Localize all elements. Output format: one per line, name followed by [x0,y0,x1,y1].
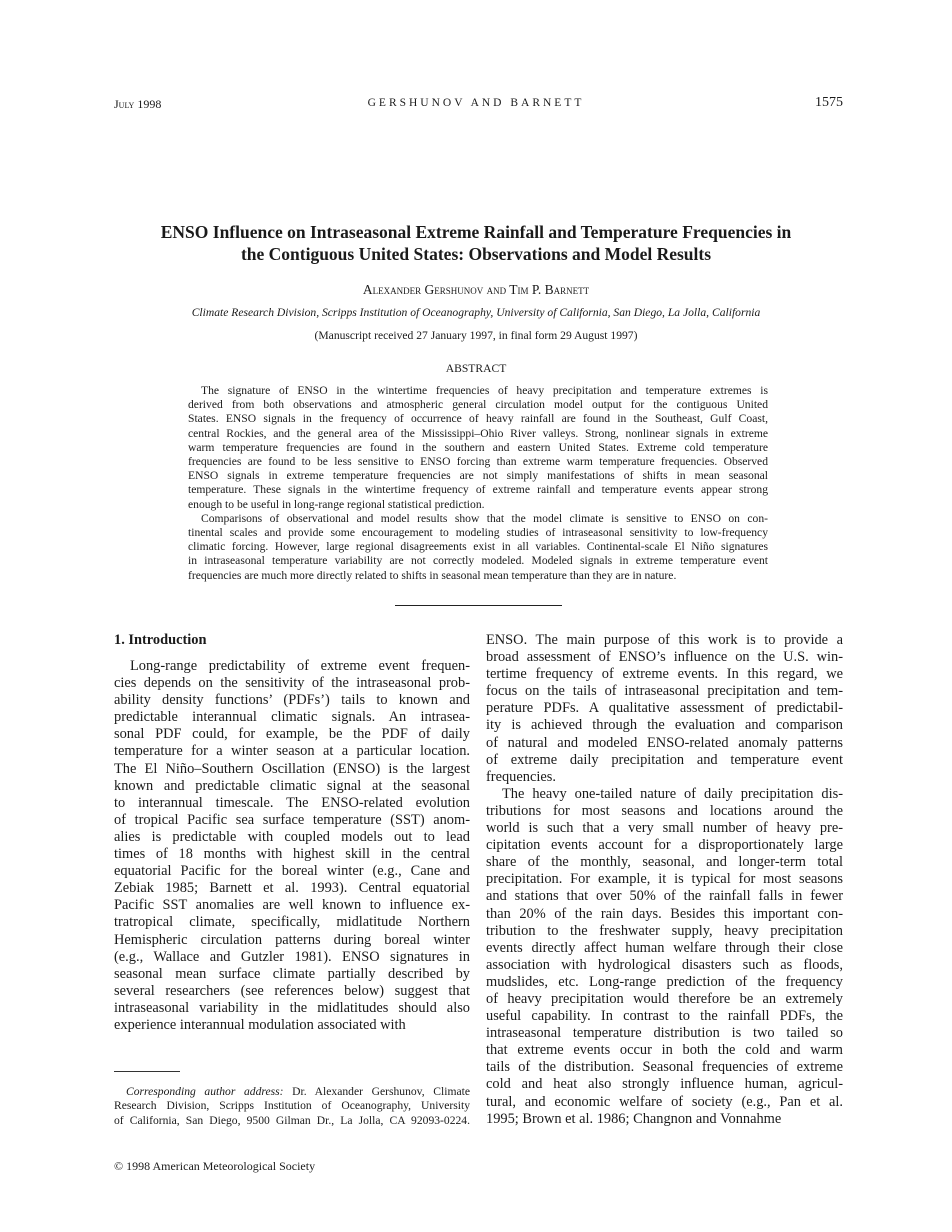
text-line: temperature. These signals in the wintertime frequency of extreme rainfall and temperature events appear strong [188,483,768,497]
text-line: events directly affect human welfare through their close [486,939,843,956]
left-column [114,658,470,1034]
text-line: cipitation events account for a disproportionately large [486,837,843,854]
running-title: GERSHUNOV AND BARNETT [367,97,585,109]
section-divider [395,605,562,606]
text-line: of heavy precipitation would therefore be an extremely [486,990,843,1007]
footnote-line: Research Division, Scripps Institution of Oceanography, University [114,1099,470,1113]
text-line: States. ENSO signals in the frequency of occurrence of heavy rainfall are found in the Southeast, Gulf Coast, [188,412,768,426]
header-year: 1998 [137,97,162,111]
abstract [188,384,768,583]
text-line: tributions for most seasons and locations around the [486,802,843,819]
authors: Alexander Gershunov and Tim P. Barnett [362,282,590,297]
text-line: of extreme daily precipitation and temperature event [486,751,843,768]
footnote-line [114,1085,470,1099]
text-line: mudslides, etc. Long-range prediction of the frequency [486,973,843,990]
text-line: precipitation. For example, it is typical for most seasons [486,871,843,888]
text-line: tinental scales and provide some encouragement to modeling studies of intraseasonal sensitivity to low-frequency [188,526,768,540]
text-line: broad assessment of ENSO’s influence on the U.S. win- [486,649,843,666]
text-line: times of 18 months with highest skill in the central [114,846,470,863]
text-line: ability density functions’ (PDFs’) tails to known and [114,692,470,709]
section-heading: 1. Introduction [114,632,207,648]
text-line: Long-range predictability of extreme event frequen- [130,658,470,674]
text-line: (e.g., Wallace and Gutzler 1981). ENSO signatures in [114,948,470,965]
text-line: known and predictable climatic signal at the seasonal [114,777,470,794]
text-line: alies is predictable with coupled models out to lead [114,828,470,845]
footnote-line: of California, San Diego, 9500 Gilman Dr., La Jolla, CA 92093-0224. [114,1113,470,1127]
text-line: and stations that over 50% of the rainfall falls in fewer [486,888,843,905]
right-column [486,632,843,1128]
footnote-label: Corresponding author address: [126,1085,284,1098]
text-line: Zebiak 1985; Barnett et al. 1993). Central equatorial [114,880,470,897]
text-line: of natural and modeled ENSO-related anomaly patterns [486,734,843,751]
text-line: tural, and economic welfare of society (e.g., Pan et al. [486,1093,843,1110]
text-line: cold and heat also strongly influence human, agricul- [486,1076,843,1093]
text-line: ENSO. The main purpose of this work is to provide a [486,632,843,648]
text-line: ENSO signals in extreme temperature frequencies are not simply manifestations of shifts in mean seasonal [188,469,768,483]
footnote-text: Dr. Alexander Gershunov, Climate [283,1085,470,1098]
text-line: tertime frequency of extreme events. In this regard, we [486,666,843,683]
footnote [114,1085,470,1128]
text-line: focus on the tails of intraseasonal precipitation and tem- [486,683,843,700]
text-line: temperature for a winter season at a particular location. [114,743,470,760]
text-line: central Rockies, and the general area of the Mississippi–Ohio River valleys. Strong, nonlinear signals in extreme [188,426,768,440]
footnote-rule [114,1071,180,1072]
text-line: tratropical climate, specifically, midlatitude Northern [114,914,470,931]
text-line: 1995; Brown et al. 1986; Changnon and Vonnahme [486,1110,782,1127]
text-line: climatic forcing. However, large regional disagreements exist in all variables. Continental-scale El Niño signatures [188,540,768,554]
text-line: tribution to the freshwater supply, heavy precipitation [486,922,843,939]
copyright: © 1998 American Meteorological Society [114,1159,316,1173]
manuscript-dates: (Manuscript received 27 January 1997, in final form 29 August 1997) [314,329,638,342]
text-line: enough to be useful in long-range regional statistical prediction. [188,497,485,511]
text-line: of tropical Pacific sea surface temperature (SST) anom- [114,811,470,828]
affiliation: Climate Research Division, Scripps Institution of Oceanography, University of California, San Diego, La Jolla, California [191,306,761,319]
text-line: perature PDFs. A qualitative assessment of predictabil- [486,700,843,717]
text-line: sonal PDF could, for example, be the PDF of daily [114,726,470,743]
page-number: 1575 [815,95,843,110]
text-line: Hemispheric circulation patterns during boreal winter [114,931,470,948]
paper-title [0,221,952,265]
text-line: in intraseasonal temperature variability are not correctly modeled. Modeled signals in extreme temperature event [188,554,768,568]
text-line: frequencies are much more directly related to shifts in seasonal mean temperature than they are in nature. [188,568,677,582]
text-line: than 20% of the rain days. Besides this important con- [486,905,843,922]
text-line: useful capability. In contrast to the rainfall PDFs, the [486,1008,843,1025]
text-line: frequencies. [486,768,556,785]
abstract-heading: ABSTRACT [445,362,507,375]
header-month: July [114,97,135,111]
title-line: ENSO Influence on Intraseasonal Extreme Rainfall and Temperature Frequencies in [160,222,792,242]
text-line: several researchers (see references below) suggest that [114,982,470,999]
text-line: seasonal mean surface climate partially described by [114,965,470,982]
text-line: equatorial Pacific for the boreal winter (e.g., Cane and [114,863,470,880]
text-line: warm temperature frequencies are found in the southern and eastern United States. Extreme cold temperature [188,440,768,454]
text-line: tails of the distribution. Seasonal frequencies of extreme [486,1059,843,1076]
text-line: experience interannual modulation associated with [114,1016,406,1033]
text-line: to interannual timescale. The ENSO-related evolution [114,794,470,811]
text-line: intraseasonal temperature distribution is two tailed so [486,1025,843,1042]
title-line: the Contiguous United States: Observations and Model Results [240,244,712,264]
text-line: The heavy one-tailed nature of daily precipitation dis- [502,785,843,802]
text-line: derived from both observations and atmospheric general circulation model output for the contiguous United [188,398,768,412]
text-line: cies depends on the sensitivity of the intraseasonal prob- [114,675,470,692]
text-line: frequencies are found to be less sensitive to ENSO forcing than extreme warm temperature frequencies. Observed [188,455,768,469]
text-line: predictable interannual climatic signals. An intrasea- [114,709,470,726]
text-line: intraseasonal variability in the midlatitudes should also [114,999,470,1016]
text-line: that extreme events occur in both the cold and warm [486,1042,843,1059]
text-line: ity is achieved through the evaluation and comparison [486,717,843,734]
text-line: Pacific SST anomalies are well known to influence ex- [114,897,470,914]
text-line: The signature of ENSO in the wintertime frequencies of heavy precipitation and temperature extremes is [201,384,768,397]
text-line: world is such that a very small number of heavy pre- [486,820,843,837]
text-line: Comparisons of observational and model results show that the model climate is sensitive to ENSO on con- [201,511,768,525]
text-line: association with hydrological disasters such as floods, [486,956,843,973]
text-line: share of the monthly, seasonal, and longer-term total [486,854,843,871]
text-line: The El Niño–Southern Oscillation (ENSO) is the largest [114,760,470,777]
